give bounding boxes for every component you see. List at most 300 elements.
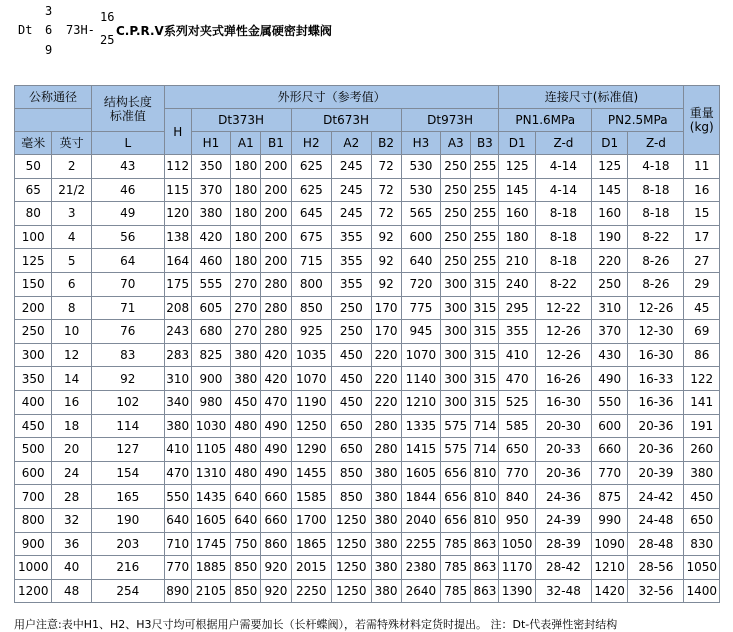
table-row (15, 249, 720, 273)
table-cell: 1745 (191, 532, 231, 556)
table-cell: 1250 (291, 414, 332, 438)
table-cell: 300 (15, 343, 52, 367)
table-cell: 8-18 (535, 202, 591, 226)
table-cell: 180 (231, 202, 261, 226)
table-cell: 600 (401, 225, 441, 249)
table-row (15, 461, 720, 485)
table-cell: 490 (261, 438, 291, 462)
table-cell: 12-30 (628, 320, 684, 344)
table-row (15, 508, 720, 532)
table-cell: 525 (499, 390, 535, 414)
table-cell: 243 (164, 320, 191, 344)
table-cell: 380 (684, 461, 720, 485)
table-cell: 2105 (191, 579, 231, 603)
table-cell: 945 (401, 320, 441, 344)
table-cell: 500 (15, 438, 52, 462)
table-cell: 180 (231, 249, 261, 273)
table-cell: 12-26 (535, 343, 591, 367)
table-cell: 216 (91, 556, 164, 580)
table-cell: 4 (52, 225, 92, 249)
table-cell: 125 (591, 155, 627, 179)
table-cell: 141 (684, 390, 720, 414)
table-cell: 660 (261, 508, 291, 532)
table-cell: 6 (52, 272, 92, 296)
table-cell: 1050 (499, 532, 535, 556)
table-cell: 785 (441, 556, 471, 580)
table-cell: 380 (191, 202, 231, 226)
table-cell: 17 (684, 225, 720, 249)
title-dt: Dt (18, 23, 33, 37)
table-cell: 300 (441, 320, 471, 344)
table-cell: 180 (499, 225, 535, 249)
header-mm: 毫米 (15, 132, 52, 155)
table-cell: 28 (52, 485, 92, 509)
table-cell: 300 (441, 367, 471, 391)
table-cell: 850 (291, 296, 332, 320)
table-cell: 355 (499, 320, 535, 344)
table-cell: 450 (332, 367, 372, 391)
header-A1: A1 (231, 132, 261, 155)
table-cell: 565 (401, 202, 441, 226)
table-cell: 850 (332, 485, 372, 509)
table-cell: 450 (332, 390, 372, 414)
table-cell: 380 (371, 532, 401, 556)
table-cell: 164 (164, 249, 191, 273)
table-cell: 250 (332, 296, 372, 320)
table-cell: 645 (291, 202, 332, 226)
table-cell: 220 (591, 249, 627, 273)
table-cell: 450 (15, 414, 52, 438)
table-cell: 250 (15, 320, 52, 344)
table-cell: 100 (15, 225, 52, 249)
table-cell: 270 (231, 320, 261, 344)
table-cell: 1140 (401, 367, 441, 391)
header-L: L (91, 132, 164, 155)
header-D1-pn16: D1 (499, 132, 535, 155)
table-cell: 12-26 (535, 320, 591, 344)
table-cell: 600 (15, 461, 52, 485)
table-cell: 640 (164, 508, 191, 532)
table-cell: 24-48 (628, 508, 684, 532)
table-row (15, 296, 720, 320)
table-cell: 380 (371, 485, 401, 509)
title-stack-9: 9 (45, 43, 53, 57)
table-cell: 470 (261, 390, 291, 414)
table-row (15, 155, 720, 179)
table-cell: 450 (684, 485, 720, 509)
table-cell: 295 (499, 296, 535, 320)
table-cell: 675 (291, 225, 332, 249)
spec-table (14, 85, 720, 603)
table-cell: 20 (52, 438, 92, 462)
table-cell: 350 (191, 155, 231, 179)
table-cell: 300 (441, 390, 471, 414)
table-cell: 840 (499, 485, 535, 509)
table-cell: 150 (15, 272, 52, 296)
header-dt673h: Dt673H (291, 109, 401, 132)
table-cell: 1435 (191, 485, 231, 509)
table-cell: 72 (371, 202, 401, 226)
table-cell: 1210 (591, 556, 627, 580)
table-cell: 656 (441, 461, 471, 485)
table-cell: 315 (471, 367, 499, 391)
table-cell: 250 (441, 225, 471, 249)
table-cell: 208 (164, 296, 191, 320)
table-cell: 770 (499, 461, 535, 485)
table-cell: 69 (684, 320, 720, 344)
table-cell: 20-33 (535, 438, 591, 462)
table-cell: 490 (261, 414, 291, 438)
table-cell: 785 (441, 579, 471, 603)
header-B1: B1 (261, 132, 291, 155)
table-cell: 65 (15, 178, 52, 202)
table-cell: 480 (231, 414, 261, 438)
table-cell: 16-33 (628, 367, 684, 391)
header-B2: B2 (371, 132, 401, 155)
table-cell: 71 (91, 296, 164, 320)
table-cell: 400 (15, 390, 52, 414)
table-cell: 1190 (291, 390, 332, 414)
table-body (15, 155, 720, 603)
table-cell: 450 (332, 343, 372, 367)
table-cell: 1700 (291, 508, 332, 532)
table-cell: 4-18 (628, 155, 684, 179)
table-cell: 254 (91, 579, 164, 603)
table-cell: 8-22 (535, 272, 591, 296)
table-cell: 775 (401, 296, 441, 320)
table-cell: 1415 (401, 438, 441, 462)
table-cell: 2250 (291, 579, 332, 603)
table-cell: 1090 (591, 532, 627, 556)
table-cell: 380 (164, 414, 191, 438)
table-cell: 1250 (332, 508, 372, 532)
table-cell: 550 (591, 390, 627, 414)
table-cell: 16-30 (535, 390, 591, 414)
table-row (15, 532, 720, 556)
header-nominal-blank (15, 109, 92, 132)
table-cell: 1605 (401, 461, 441, 485)
table-cell: 380 (231, 343, 261, 367)
table-cell: 72 (371, 155, 401, 179)
table-cell: 1050 (684, 556, 720, 580)
table-cell: 175 (164, 272, 191, 296)
table-cell: 650 (332, 414, 372, 438)
table-cell: 12-22 (535, 296, 591, 320)
table-cell: 850 (332, 461, 372, 485)
table-cell: 830 (684, 532, 720, 556)
table-row (15, 343, 720, 367)
table-cell: 810 (471, 508, 499, 532)
title-model: 73H- (66, 23, 95, 37)
table-cell: 48 (52, 579, 92, 603)
table-cell: 280 (371, 438, 401, 462)
table-cell: 8-26 (628, 272, 684, 296)
table-cell: 1000 (15, 556, 52, 580)
table-cell: 1250 (332, 532, 372, 556)
table-cell: 1310 (191, 461, 231, 485)
header-D1-pn25: D1 (591, 132, 627, 155)
table-cell: 8-22 (628, 225, 684, 249)
table-cell: 810 (471, 461, 499, 485)
header-H1: H1 (191, 132, 231, 155)
table-cell: 380 (371, 508, 401, 532)
table-cell: 50 (15, 155, 52, 179)
header-B3: B3 (471, 132, 499, 155)
table-cell: 200 (15, 296, 52, 320)
table-cell: 2015 (291, 556, 332, 580)
table-cell: 355 (332, 249, 372, 273)
table-cell: 800 (291, 272, 332, 296)
table-cell: 114 (91, 414, 164, 438)
table-cell: 180 (231, 178, 261, 202)
table-cell: 700 (15, 485, 52, 509)
table-cell: 170 (371, 296, 401, 320)
table-cell: 255 (471, 178, 499, 202)
header-inch: 英寸 (52, 132, 92, 155)
table-cell: 370 (591, 320, 627, 344)
header-dt973h: Dt973H (401, 109, 499, 132)
table-cell: 220 (371, 390, 401, 414)
header-dt373h: Dt373H (191, 109, 291, 132)
table-cell: 160 (499, 202, 535, 226)
table-cell: 12-26 (628, 296, 684, 320)
header-Zd-pn16: Z-d (535, 132, 591, 155)
table-cell: 27 (684, 249, 720, 273)
table-cell: 680 (191, 320, 231, 344)
table-cell: 1865 (291, 532, 332, 556)
table-row (15, 438, 720, 462)
table-cell: 315 (471, 343, 499, 367)
table-cell: 20-36 (628, 438, 684, 462)
header-length: 结构长度 标准值 (91, 86, 164, 132)
table-row (15, 414, 720, 438)
table-cell: 785 (441, 532, 471, 556)
header-A3: A3 (441, 132, 471, 155)
footer-note: 用户注意:表中H1、H2、H3尺寸均可根据用户需要加长（长杆蝶阀），若需特殊材料定货时提出。 注：Dt-代表弹性密封结构 (14, 618, 618, 631)
table-cell: 600 (591, 414, 627, 438)
table-cell: 863 (471, 556, 499, 580)
table-cell: 210 (499, 249, 535, 273)
table-cell: 240 (499, 272, 535, 296)
table-cell: 190 (91, 508, 164, 532)
table-cell: 56 (91, 225, 164, 249)
table-cell: 550 (164, 485, 191, 509)
table-cell: 270 (231, 296, 261, 320)
table-cell: 355 (332, 272, 372, 296)
table-cell: 640 (231, 485, 261, 509)
table-cell: 245 (332, 178, 372, 202)
table-cell: 890 (164, 579, 191, 603)
table-cell: 660 (261, 485, 291, 509)
header-H: H (164, 109, 191, 155)
table-cell: 24-42 (628, 485, 684, 509)
table-cell: 410 (164, 438, 191, 462)
table-cell: 180 (231, 155, 261, 179)
table-cell: 92 (371, 272, 401, 296)
table-cell: 315 (471, 320, 499, 344)
table-cell: 420 (261, 343, 291, 367)
table-cell: 1070 (291, 367, 332, 391)
table-cell: 310 (591, 296, 627, 320)
table-cell: 1585 (291, 485, 332, 509)
table-cell: 430 (591, 343, 627, 367)
table-cell: 83 (91, 343, 164, 367)
table-cell: 92 (371, 225, 401, 249)
table-row (15, 225, 720, 249)
table-cell: 20-36 (628, 414, 684, 438)
table-cell: 1105 (191, 438, 231, 462)
table-cell: 43 (91, 155, 164, 179)
title-stack-16: 16 (100, 10, 115, 24)
table-cell: 154 (91, 461, 164, 485)
table-cell: 36 (52, 532, 92, 556)
table-cell: 245 (332, 155, 372, 179)
table-cell: 370 (191, 178, 231, 202)
table-cell: 420 (261, 367, 291, 391)
table-cell: 850 (231, 579, 261, 603)
header-outline: 外形尺寸（参考值） (164, 86, 499, 109)
table-cell: 138 (164, 225, 191, 249)
table-cell: 605 (191, 296, 231, 320)
table-cell: 255 (471, 225, 499, 249)
table-cell: 1400 (684, 579, 720, 603)
table-cell: 92 (371, 249, 401, 273)
table-row (15, 367, 720, 391)
table-cell: 200 (261, 202, 291, 226)
table-cell: 45 (684, 296, 720, 320)
table-cell: 64 (91, 249, 164, 273)
table-cell: 28-56 (628, 556, 684, 580)
table-cell: 21/2 (52, 178, 92, 202)
table-cell: 810 (471, 485, 499, 509)
table-cell: 125 (15, 249, 52, 273)
table-cell: 490 (261, 461, 291, 485)
table-cell: 1200 (15, 579, 52, 603)
table-cell: 920 (261, 579, 291, 603)
table-cell: 270 (231, 272, 261, 296)
table-cell: 32-56 (628, 579, 684, 603)
table-cell: 470 (499, 367, 535, 391)
table-cell: 16 (52, 390, 92, 414)
table-cell: 250 (332, 320, 372, 344)
table-cell: 2 (52, 155, 92, 179)
table-cell: 3 (52, 202, 92, 226)
table-cell: 12 (52, 343, 92, 367)
table-cell: 127 (91, 438, 164, 462)
table-cell: 750 (231, 532, 261, 556)
table-cell: 315 (471, 390, 499, 414)
table-cell: 40 (52, 556, 92, 580)
table-cell: 24-39 (535, 508, 591, 532)
table-cell: 49 (91, 202, 164, 226)
table-cell: 720 (401, 272, 441, 296)
table-cell: 315 (471, 296, 499, 320)
table-cell: 92 (91, 367, 164, 391)
table-cell: 1290 (291, 438, 332, 462)
table-cell: 770 (591, 461, 627, 485)
table-cell: 14 (52, 367, 92, 391)
table-cell: 1250 (332, 556, 372, 580)
table-cell: 8-26 (628, 249, 684, 273)
table-cell: 300 (441, 296, 471, 320)
table-cell: 10 (52, 320, 92, 344)
table-cell: 180 (231, 225, 261, 249)
table-cell: 300 (441, 343, 471, 367)
table-cell: 863 (471, 579, 499, 603)
table-cell: 24-36 (535, 485, 591, 509)
title-text: C.P.R.V系列对夹式弹性金属硬密封蝶阀 (116, 24, 332, 38)
header-A2: A2 (332, 132, 372, 155)
table-cell: 200 (261, 249, 291, 273)
table-cell: 530 (401, 155, 441, 179)
table-cell: 1070 (401, 343, 441, 367)
table-cell: 800 (15, 508, 52, 532)
table-cell: 165 (91, 485, 164, 509)
table-cell: 530 (401, 178, 441, 202)
table-cell: 16-26 (535, 367, 591, 391)
table-cell: 16 (684, 178, 720, 202)
table-cell: 170 (371, 320, 401, 344)
table-cell: 46 (91, 178, 164, 202)
table-cell: 990 (591, 508, 627, 532)
table-cell: 380 (371, 556, 401, 580)
table-cell: 70 (91, 272, 164, 296)
table-cell: 145 (591, 178, 627, 202)
table-cell: 650 (684, 508, 720, 532)
table-cell: 340 (164, 390, 191, 414)
table-cell: 900 (191, 367, 231, 391)
table-cell: 8-18 (535, 249, 591, 273)
table-cell: 76 (91, 320, 164, 344)
table-cell: 20-30 (535, 414, 591, 438)
table-cell: 1420 (591, 579, 627, 603)
table-cell: 72 (371, 178, 401, 202)
table-cell: 310 (164, 367, 191, 391)
table-cell: 5 (52, 249, 92, 273)
table-cell: 380 (371, 579, 401, 603)
header-Zd-pn25: Z-d (628, 132, 684, 155)
table-cell: 203 (91, 532, 164, 556)
header-H2: H2 (291, 132, 332, 155)
table-cell: 283 (164, 343, 191, 367)
title-stack-3: 3 (45, 4, 53, 18)
table-cell: 112 (164, 155, 191, 179)
table-cell: 860 (261, 532, 291, 556)
table-cell: 380 (231, 367, 261, 391)
table-cell: 145 (499, 178, 535, 202)
table-cell: 656 (441, 485, 471, 509)
table-cell: 410 (499, 343, 535, 367)
table-cell: 900 (15, 532, 52, 556)
table-row (15, 320, 720, 344)
title-stack-25: 25 (100, 33, 115, 47)
table-row (15, 202, 720, 226)
table-cell: 300 (441, 272, 471, 296)
table-cell: 220 (371, 343, 401, 367)
table-cell: 350 (15, 367, 52, 391)
table-cell: 8-18 (628, 202, 684, 226)
table-row (15, 556, 720, 580)
table-cell: 1885 (191, 556, 231, 580)
table-cell: 470 (164, 461, 191, 485)
table-cell: 4-14 (535, 178, 591, 202)
table-cell: 200 (261, 178, 291, 202)
table-cell: 255 (471, 202, 499, 226)
table-cell: 575 (441, 414, 471, 438)
table-cell: 2640 (401, 579, 441, 603)
table-cell: 925 (291, 320, 332, 344)
table-cell: 1605 (191, 508, 231, 532)
